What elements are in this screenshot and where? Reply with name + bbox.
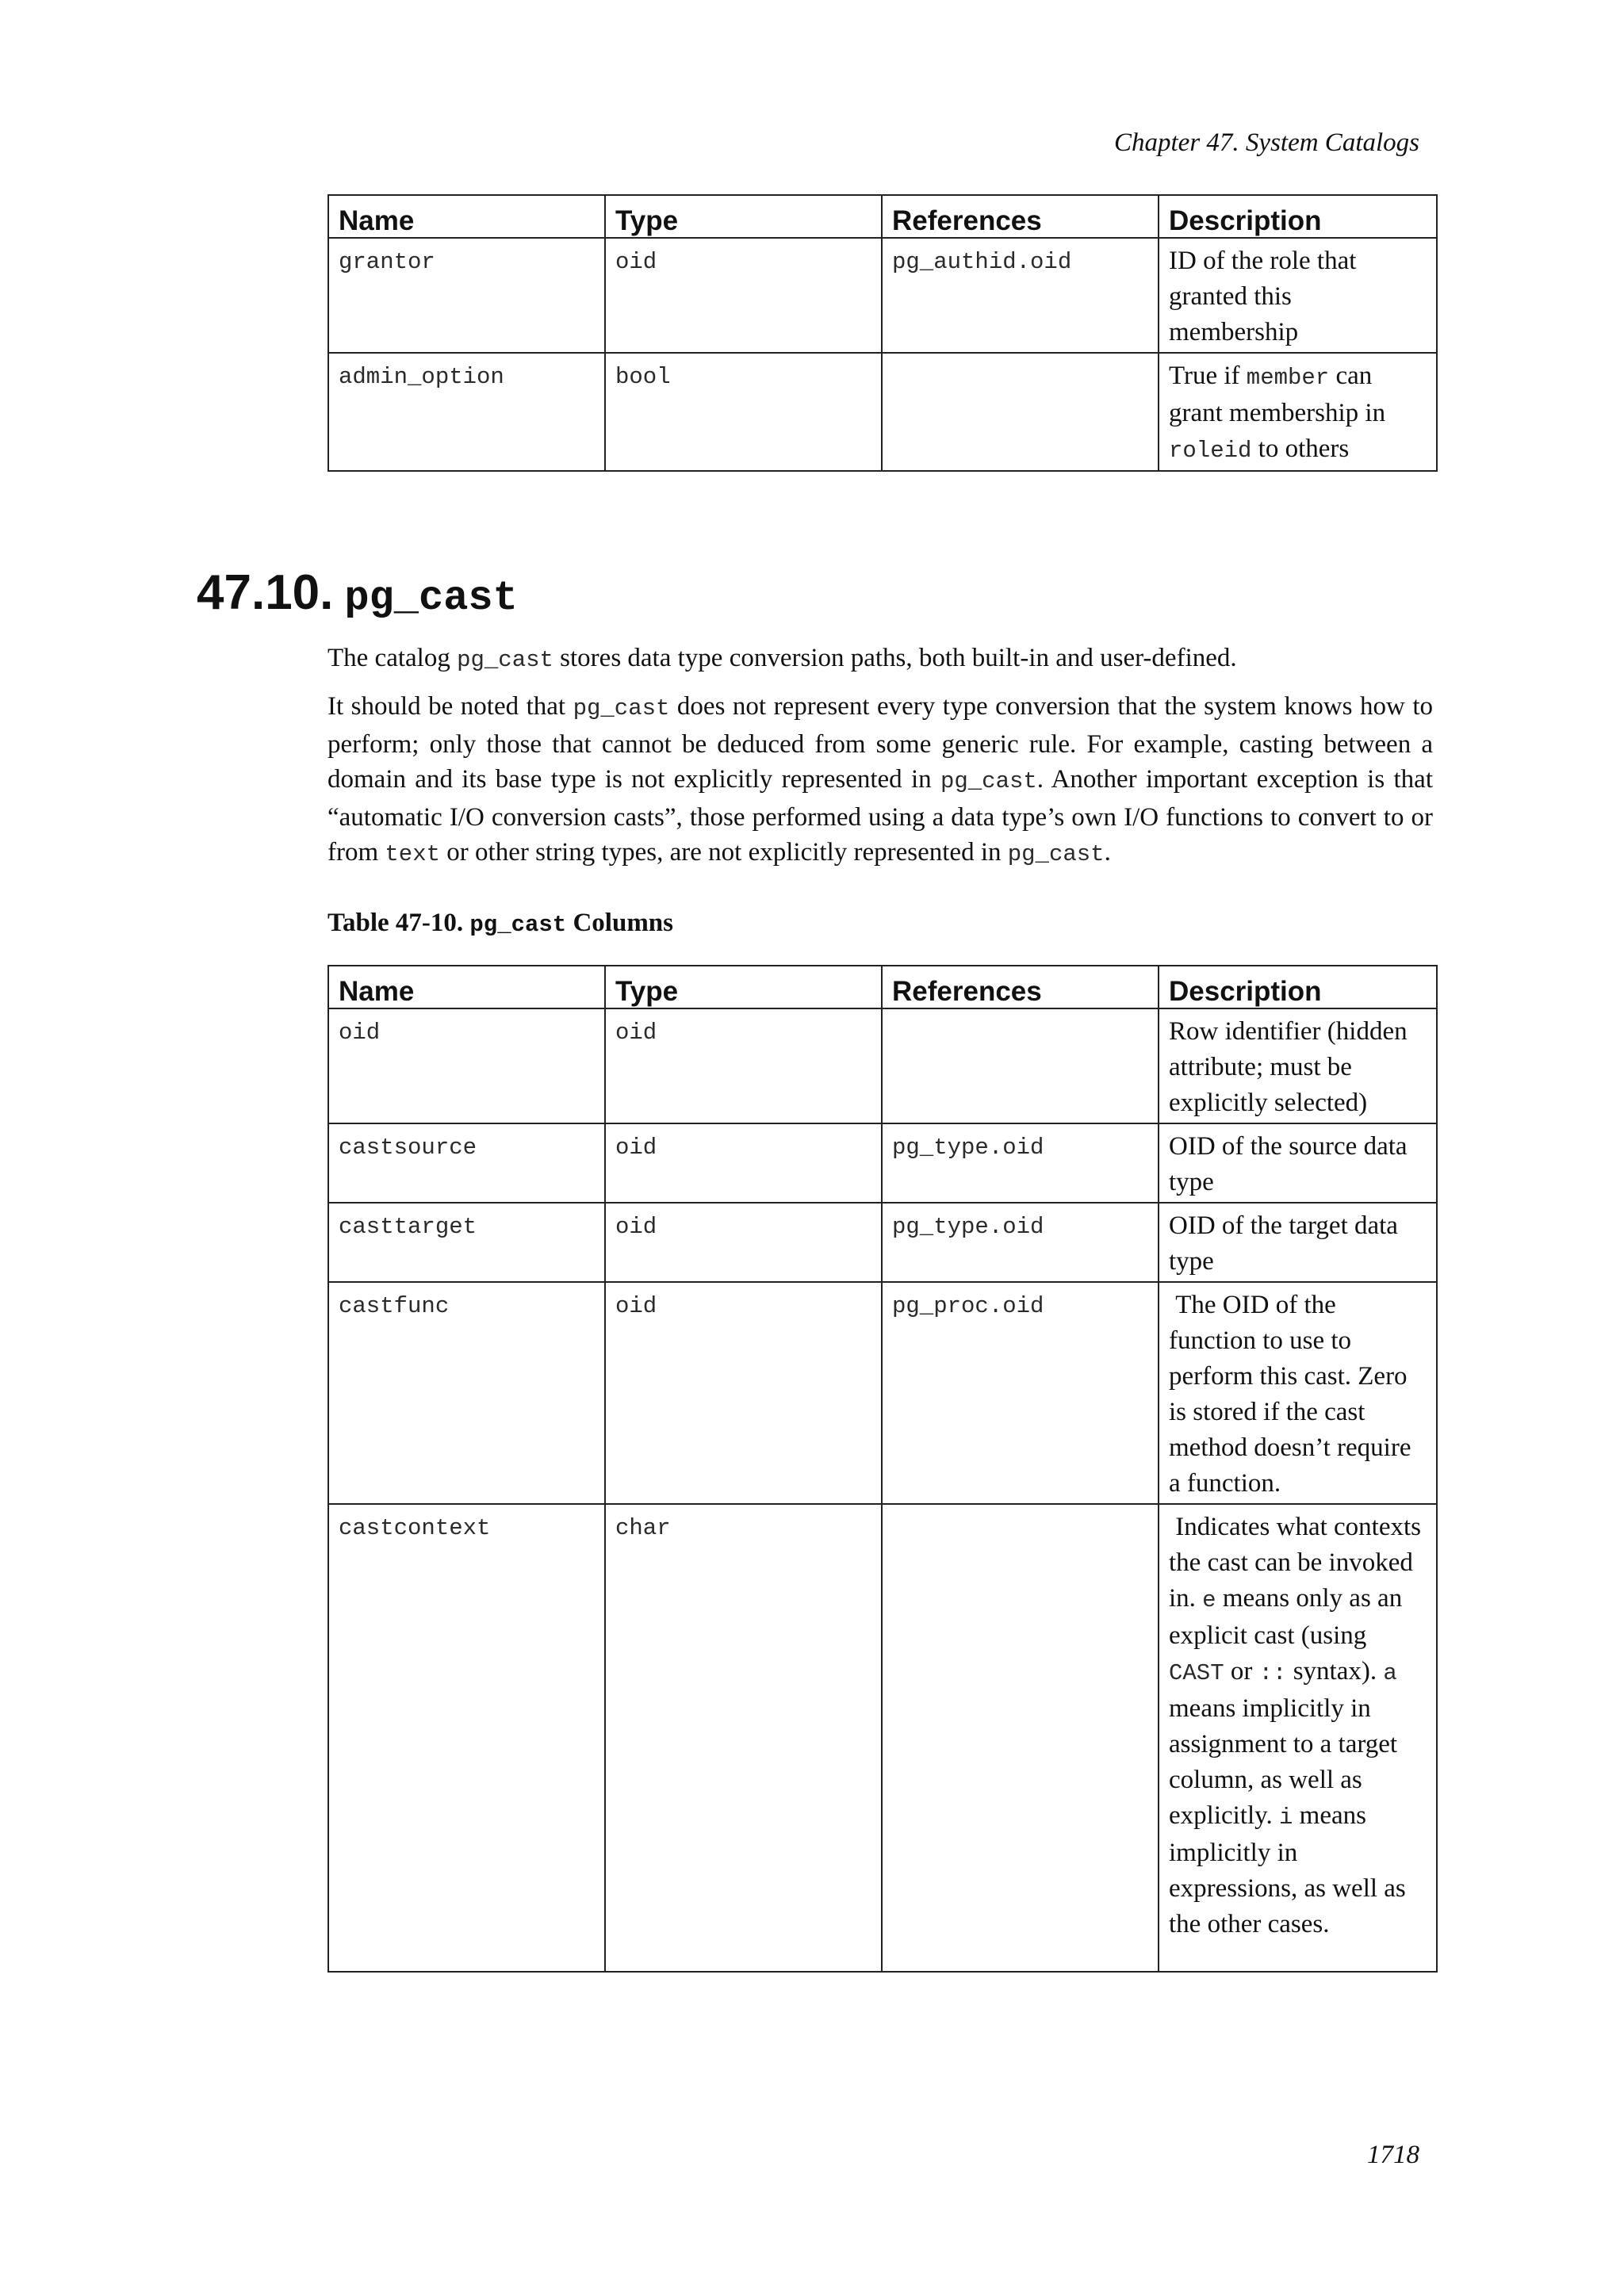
description-code: CAST bbox=[1169, 1660, 1224, 1686]
cell-references bbox=[882, 1008, 1159, 1123]
description-code: e bbox=[1202, 1587, 1216, 1613]
cell-type: bool bbox=[605, 353, 882, 471]
description-text: to others bbox=[1251, 434, 1350, 463]
description-code: member bbox=[1246, 365, 1330, 391]
paragraph-note bbox=[327, 689, 1433, 873]
cell-type: oid bbox=[605, 1203, 882, 1282]
page-number: 1718 bbox=[1367, 2141, 1419, 2169]
description-code: a bbox=[1383, 1660, 1397, 1686]
table-caption bbox=[327, 909, 673, 938]
table-row bbox=[328, 1123, 1437, 1203]
description-text: The OID of the function to use to perform this cast. Zero is stored if the cast method doesn’t require a function. bbox=[1169, 1291, 1411, 1498]
table-row bbox=[328, 238, 1437, 353]
cell-references: pg_type.oid bbox=[882, 1123, 1159, 1203]
column-header-description: Description bbox=[1159, 195, 1437, 238]
description-text: ID of the role that granted this membership bbox=[1169, 247, 1357, 346]
text-run: or other string types, are not explicitly represented in bbox=[440, 838, 1008, 867]
text-run: does not represent every type conversion that the system knows how to perform; only those that cannot be deduced from some generic rule. For example, casting between a domain and its base type is not explicitly represented in bbox=[327, 692, 1433, 794]
caption-suffix: Columns bbox=[566, 909, 674, 937]
cell-type: oid bbox=[605, 1008, 882, 1123]
cell-description bbox=[1159, 1203, 1437, 1282]
text-run: It should be noted that bbox=[327, 692, 573, 721]
table-row bbox=[328, 1282, 1437, 1504]
cell-type: oid bbox=[605, 1123, 882, 1203]
description-text: syntax). bbox=[1286, 1657, 1384, 1686]
cell-type: oid bbox=[605, 1282, 882, 1504]
caption-prefix: Table 47-10. bbox=[327, 909, 470, 937]
description-text: or bbox=[1224, 1657, 1259, 1686]
code-run: pg_cast bbox=[457, 647, 553, 673]
code-run: text bbox=[385, 841, 441, 867]
text-run: stores data type conversion paths, both built-in and user-defined. bbox=[553, 644, 1237, 672]
description-text: Row identifier (hidden attribute; must be explicitly selected) bbox=[1169, 1017, 1408, 1117]
cell-name: castcontext bbox=[328, 1504, 605, 1972]
column-header-name: Name bbox=[328, 966, 605, 1008]
column-header-references: References bbox=[882, 195, 1159, 238]
cell-references bbox=[882, 353, 1159, 471]
cell-references: pg_authid.oid bbox=[882, 238, 1159, 353]
cell-references: pg_proc.oid bbox=[882, 1282, 1159, 1504]
cell-name: oid bbox=[328, 1008, 605, 1123]
grantor-admin-table bbox=[327, 194, 1438, 472]
text-run: . Another important exception is that “automatic I/O conversion casts”, those performed using a data type’s own I/O functions to convert to or from bbox=[327, 765, 1433, 867]
description-text: True if bbox=[1169, 362, 1247, 390]
cell-name: castsource bbox=[328, 1123, 605, 1203]
cell-references: pg_type.oid bbox=[882, 1203, 1159, 1282]
cell-description bbox=[1159, 238, 1437, 353]
paragraph-intro bbox=[327, 641, 1433, 679]
description-text: means implicitly in expressions, as well as the other cases. bbox=[1169, 1801, 1406, 1938]
cell-type: oid bbox=[605, 238, 882, 353]
column-header-name: Name bbox=[328, 195, 605, 238]
column-header-type: Type bbox=[605, 195, 882, 238]
cell-description bbox=[1159, 353, 1437, 471]
cell-references bbox=[882, 1504, 1159, 1972]
section-name: pg_cast bbox=[344, 575, 518, 622]
description-text: means implicitly in assignment to a target column, as well as explicitly. bbox=[1169, 1694, 1398, 1830]
running-header: Chapter 47. System Catalogs bbox=[1114, 128, 1419, 157]
description-text: means only as an explicit cast (using bbox=[1169, 1584, 1403, 1650]
code-run: pg_cast bbox=[940, 768, 1037, 794]
description-code: roleid bbox=[1169, 438, 1252, 464]
table-header-row bbox=[328, 966, 1437, 1008]
cell-name: grantor bbox=[328, 238, 605, 353]
table-row bbox=[328, 1008, 1437, 1123]
description-code: i bbox=[1279, 1804, 1293, 1831]
section-number: 47.10. bbox=[197, 565, 334, 620]
code-run: pg_cast bbox=[1007, 841, 1105, 867]
caption-code: pg_cast bbox=[469, 912, 567, 938]
description-text: OID of the target data type bbox=[1169, 1211, 1398, 1276]
description-code: :: bbox=[1258, 1660, 1287, 1686]
cell-name: casttarget bbox=[328, 1203, 605, 1282]
cell-name: castfunc bbox=[328, 1282, 605, 1504]
cell-type: char bbox=[605, 1504, 882, 1972]
cell-description bbox=[1159, 1504, 1437, 1972]
pg-cast-columns-table bbox=[327, 965, 1438, 1973]
code-run: pg_cast bbox=[573, 695, 670, 721]
description-text: can grant membership in bbox=[1169, 362, 1386, 427]
cell-description bbox=[1159, 1008, 1437, 1123]
text-run: . bbox=[1104, 838, 1111, 867]
cell-description bbox=[1159, 1123, 1437, 1203]
table-row bbox=[328, 1504, 1437, 1972]
cell-name: admin_option bbox=[328, 353, 605, 471]
text-run: The catalog bbox=[327, 644, 458, 672]
column-header-type: Type bbox=[605, 966, 882, 1008]
section-heading bbox=[197, 564, 518, 622]
description-text: OID of the source data type bbox=[1169, 1132, 1408, 1196]
column-header-description: Description bbox=[1159, 966, 1437, 1008]
table-row bbox=[328, 353, 1437, 471]
table-header-row bbox=[328, 195, 1437, 238]
cell-description bbox=[1159, 1282, 1437, 1504]
description-text: Indicates what contexts the cast can be invoked in. bbox=[1169, 1513, 1421, 1613]
table-row bbox=[328, 1203, 1437, 1282]
column-header-references: References bbox=[882, 966, 1159, 1008]
